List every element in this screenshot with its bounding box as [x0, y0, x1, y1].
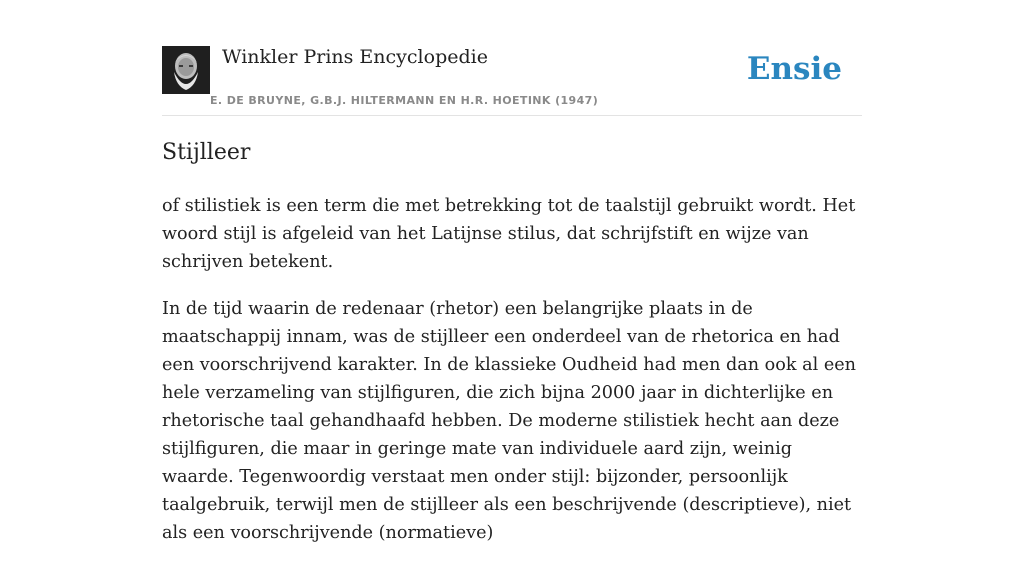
article-title: Stijlleer: [162, 140, 251, 165]
brand-logo-link[interactable]: Ensie: [746, 51, 842, 87]
header: [162, 44, 862, 116]
encyclopedia-title[interactable]: Winkler Prins Encyclopedie: [222, 46, 488, 68]
author-avatar: [162, 46, 210, 94]
article-paragraph: of stilistiek is een term die met betrekking tot de taalstijl gebruikt wordt. Het woord stijl is afgeleid van het Latijnse stilus, dat schrijfstift en wijze van schrijven betekent.: [162, 196, 856, 272]
article-paragraph: In de tijd waarin de redenaar (rhetor) een belangrijke plaats in de maatschappij innam, was de stijlleer een onderdeel van de rhetorica en had een voorschrijvend karakter. In de klassieke Oudheid had men dan ook al een hele verzameling van stijlfiguren, die zich bijna 2000 jaar in dichterlijke en rhetorische taal gehandhaafd hebben. De moderne stilistiek hecht aan deze stijlfiguren, die maar in geringe mate van individuele aard zijn, weinig waarde. Tegenwoordig verstaat men onder stijl: bijzonder, persoonlijk taalgebruik, terwijl men de stijlleer als een beschrijvende (descriptieve), niet als een voorschrijvende (normatieve): [162, 299, 856, 543]
article-body: [162, 192, 862, 566]
authors-byline: E. DE BRUYNE, G.B.J. HILTERMANN EN H.R. HOETINK (1947): [210, 94, 599, 107]
